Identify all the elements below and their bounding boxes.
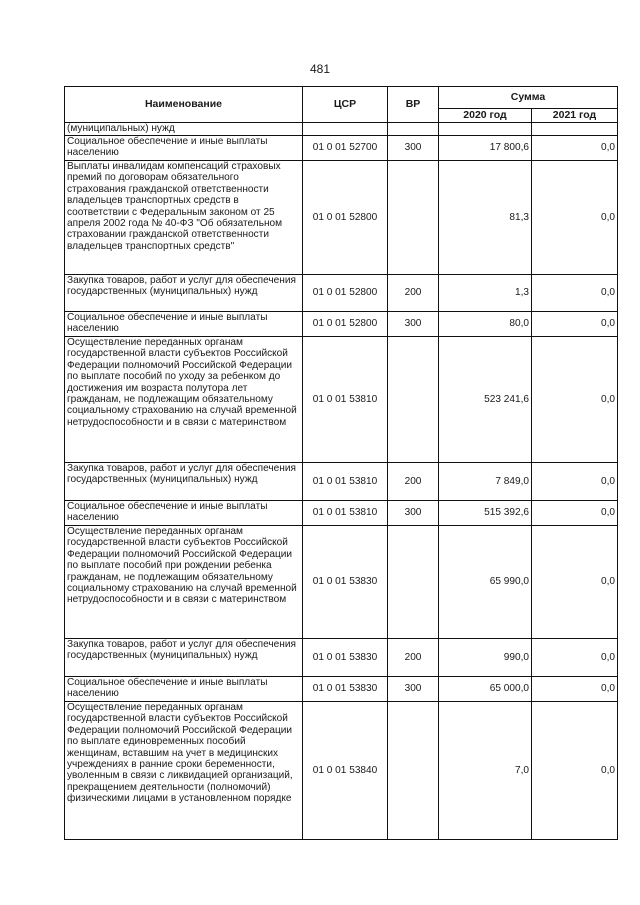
row-vr: 300 xyxy=(388,501,439,526)
row-amount-2021: 0,0 xyxy=(532,639,618,677)
header-vr: ВР xyxy=(388,87,439,123)
row-csr: 01 0 01 53810 xyxy=(303,501,388,526)
row-amount-2020: 7,0 xyxy=(439,702,532,840)
row-vr: 200 xyxy=(388,639,439,677)
row-amount-2020: 1,3 xyxy=(439,275,532,312)
row-name: Осуществление переданных органам государственной власти субъектов Российской Федерации полномочий Российской Федерации по выплате единовременных пособий женщинам, вставшим на учет в медицинских учреждениях в ранние сроки беременности, уволенным в связи с ликвидацией организаций, прекращением деятельности (полномочий) физическими лицами в установленном порядке xyxy=(65,702,303,840)
header-sum: Сумма xyxy=(439,87,618,109)
table-body xyxy=(65,123,618,840)
row-csr: 01 0 01 52700 xyxy=(303,136,388,161)
row-amount-2021 xyxy=(532,123,618,136)
row-amount-2021: 0,0 xyxy=(532,677,618,702)
row-name: Закупка товаров, работ и услуг для обеспечения государственных (муниципальных) нужд xyxy=(65,275,303,312)
row-csr: 01 0 01 53840 xyxy=(303,702,388,840)
row-amount-2021: 0,0 xyxy=(532,463,618,501)
row-amount-2020: 80,0 xyxy=(439,312,532,337)
row-csr: 01 0 01 53810 xyxy=(303,463,388,501)
table-row xyxy=(65,123,618,136)
table-row xyxy=(65,501,618,526)
row-vr xyxy=(388,337,439,463)
table-row xyxy=(65,275,618,312)
row-amount-2021: 0,0 xyxy=(532,526,618,639)
table-row xyxy=(65,312,618,337)
row-amount-2021: 0,0 xyxy=(532,312,618,337)
budget-table xyxy=(64,86,618,840)
row-amount-2020: 65 000,0 xyxy=(439,677,532,702)
row-amount-2021: 0,0 xyxy=(532,161,618,275)
row-amount-2020: 65 990,0 xyxy=(439,526,532,639)
row-vr xyxy=(388,161,439,275)
row-vr: 300 xyxy=(388,677,439,702)
row-name: Выплаты инвалидам компенсаций страховых премий по договорам обязательного страхования гражданской ответственности владельцев транспортных средств в соответствии с Федеральным законом от 25 апреля 2002 года № 40-ФЗ "Об обязательном страховании гражданской ответственности владельцев транспортных средств" xyxy=(65,161,303,275)
row-vr: 200 xyxy=(388,463,439,501)
row-vr xyxy=(388,123,439,136)
row-name: Осуществление переданных органам государственной власти субъектов Российской Федерации полномочий Российской Федерации по выплате пособий при рождении ребенка гражданам, не подлежащим обязательному социальному страхованию на случай временной нетрудоспособности и в связи с материнством xyxy=(65,526,303,639)
row-csr: 01 0 01 52800 xyxy=(303,275,388,312)
table-row xyxy=(65,526,618,639)
header-year-2021: 2021 год xyxy=(532,109,618,123)
header-year-2020: 2020 год xyxy=(439,109,532,123)
row-name: Социальное обеспечение и иные выплаты населению xyxy=(65,312,303,337)
row-name: Закупка товаров, работ и услуг для обеспечения государственных (муниципальных) нужд xyxy=(65,639,303,677)
row-vr xyxy=(388,702,439,840)
header-name: Наименование xyxy=(65,87,303,123)
row-amount-2021: 0,0 xyxy=(532,501,618,526)
row-amount-2020: 81,3 xyxy=(439,161,532,275)
row-csr: 01 0 01 52800 xyxy=(303,312,388,337)
header-csr: ЦСР xyxy=(303,87,388,123)
row-amount-2020: 7 849,0 xyxy=(439,463,532,501)
row-amount-2020: 515 392,6 xyxy=(439,501,532,526)
row-amount-2020: 17 800,6 xyxy=(439,136,532,161)
row-name: Осуществление переданных органам государственной власти субъектов Российской Федерации полномочий Российской Федерации по выплате пособий по уходу за ребенком до достижения им возраста полутора лет гражданам, не подлежащим обязательному социальному страхованию на случай временной нетрудоспособности и в связи с материнством xyxy=(65,337,303,463)
table-row xyxy=(65,136,618,161)
row-amount-2020: 990,0 xyxy=(439,639,532,677)
row-name: (муниципальных) нужд xyxy=(65,123,303,136)
row-amount-2020: 523 241,6 xyxy=(439,337,532,463)
table-row xyxy=(65,161,618,275)
row-name: Закупка товаров, работ и услуг для обеспечения государственных (муниципальных) нужд xyxy=(65,463,303,501)
row-vr: 200 xyxy=(388,275,439,312)
table-row xyxy=(65,337,618,463)
row-vr: 300 xyxy=(388,136,439,161)
table-row xyxy=(65,702,618,840)
row-amount-2021: 0,0 xyxy=(532,702,618,840)
row-vr xyxy=(388,526,439,639)
row-amount-2021: 0,0 xyxy=(532,337,618,463)
row-vr: 300 xyxy=(388,312,439,337)
row-csr: 01 0 01 53830 xyxy=(303,526,388,639)
row-csr: 01 0 01 53830 xyxy=(303,639,388,677)
table-row xyxy=(65,463,618,501)
row-amount-2020 xyxy=(439,123,532,136)
row-csr: 01 0 01 53830 xyxy=(303,677,388,702)
row-csr: 01 0 01 52800 xyxy=(303,161,388,275)
row-csr xyxy=(303,123,388,136)
row-amount-2021: 0,0 xyxy=(532,136,618,161)
row-name: Социальное обеспечение и иные выплаты населению xyxy=(65,136,303,161)
row-name: Социальное обеспечение и иные выплаты населению xyxy=(65,501,303,526)
row-amount-2021: 0,0 xyxy=(532,275,618,312)
row-csr: 01 0 01 53810 xyxy=(303,337,388,463)
page-number: 481 xyxy=(309,62,331,76)
table-row xyxy=(65,677,618,702)
table-row xyxy=(65,639,618,677)
row-name: Социальное обеспечение и иные выплаты населению xyxy=(65,677,303,702)
